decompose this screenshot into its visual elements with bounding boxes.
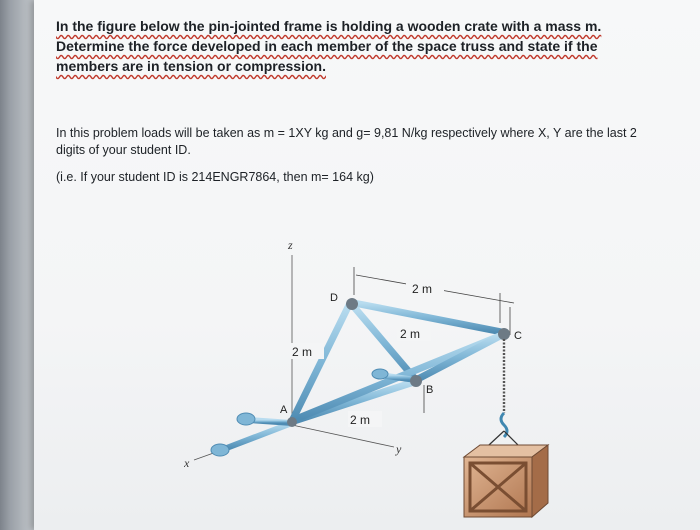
support-ball-x [211,444,229,456]
worksheet-page [34,0,700,530]
member-a-support-back [249,420,292,423]
label-d: D [330,292,338,304]
dim-vertical: 2 m [292,345,313,359]
dim-base: 2 m [350,413,371,427]
wooden-crate [464,445,548,517]
label-a: A [280,404,288,416]
pin-a [287,417,297,427]
support-ball-b [372,369,388,379]
support-ball-back [237,413,255,425]
problem-example: (i.e. If your student ID is 214ENGR7864, then m= 164 kg) [56,170,374,184]
y-axis-line [292,425,394,447]
pin-c [498,328,510,340]
problem-title: In the figure below the pin-jointed frame is holding a wooden crate with a mass m. Determine the force developed in each member of the space truss and state if the members are in tension or compression. [56,18,602,74]
pin-b [410,375,422,387]
dim-diagonal: 2 m [400,327,421,341]
problem-instructions: In this problem loads will be taken as m = 1XY kg and g= 9,81 N/kg respectively where X, Y are the last 2 digits of your student ID. [56,126,637,157]
label-b: B [426,384,434,396]
z-axis-label: z [288,238,293,252]
member-d-b [354,307,416,380]
pin-d [346,298,358,310]
x-axis-label: x [184,456,190,470]
member-b-c [416,335,502,380]
label-c: C [514,330,522,342]
y-axis-label: y [396,442,402,456]
dim-top-span: 2 m [412,282,433,296]
member-a-support-left [224,423,292,449]
space-truss-figure [184,235,664,530]
